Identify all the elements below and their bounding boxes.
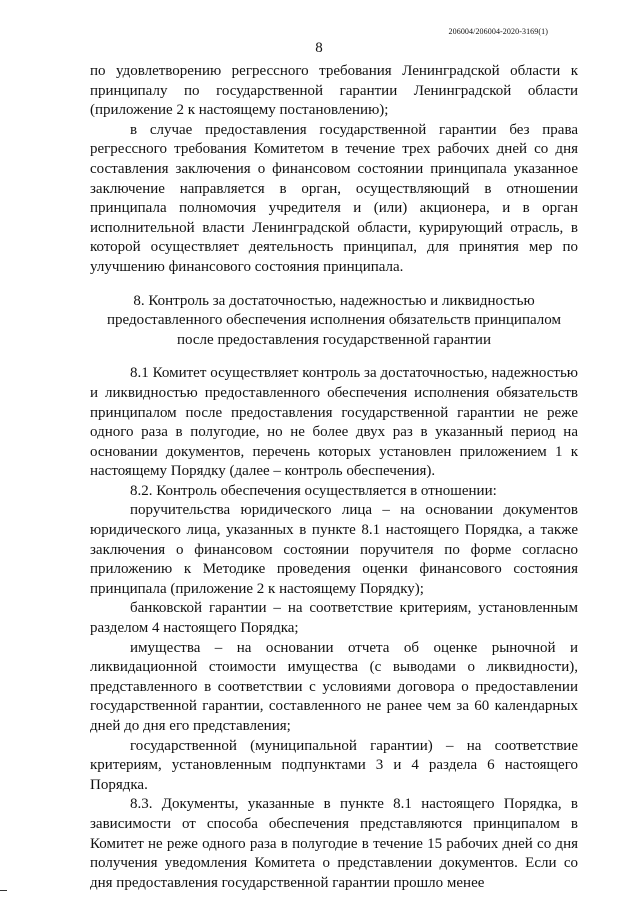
section-heading [90,292,578,351]
page-number: 8 [315,40,323,56]
paragraph-8-2: 8.2. Контроль обеспечения осуществляется в отношении: [130,482,497,499]
paragraph-8-1: 8.1 Комитет осуществляет контроль за достаточностью, надежностью и ликвидностью предоставленного обеспечения исполнения обязательств принципалом после предоставления государственной гарантии не реже одного раза в полугодие, но не более двух раз в указанный период на основании документов, перечень которых установлен приложением 1 к настоящему Порядку (далее – контроль обеспечения). [90,365,578,480]
section-heading-line: после предоставления государственной гарантии [177,331,491,348]
paragraph-surety: поручительства юридического лица – на основании документов юридического лица, указанных в пункте 8.1 настоящего Порядка, а также заключения о финансовом состоянии поручителя по форме согласно приложению к Методике проведения оценки финансового состояния принципала (приложение 2 к настоящему Порядку); [90,502,578,597]
section-heading-line: предоставленного обеспечения исполнения обязательств принципалом [107,312,561,329]
paragraph-without-regress: в случае предоставления государственной гарантии без права регрессного требования Комитетом в течение трех рабочих дней со дня составления заключения о финансовом состоянии принципала указанное заключение направляется в орган, осуществляющий в отношении принципала полномочия учредителя и (или) акционера, и в орган исполнительной власти Ленинградской области, курирующий отрасль, в которой осуществляет деятельность принципал, для принятия мер по улучшению финансового состояния принципала. [90,121,578,275]
paragraph-state-guarantee: государственной (муниципальной гарантии) – на соответствие критериям, установленным подпунктами 3 и 4 раздела 6 настоящего Порядка. [90,737,578,793]
paragraph-regress-continuation: по удовлетворению регрессного требования Ленинградской области к принципалу по государственной гарантии Ленинградской области (приложение 2 к настоящему постановлению); [90,63,578,119]
paragraph-property: имущества – на основании отчета об оценке рыночной и ликвидационной стоимости имущества (с выводами о ликвидности), представленного в соответствии с условиями договора о предоставлении государственной гарантии, составленного не ранее чем за 60 календарных дней до дня его представления; [90,639,578,734]
paragraph-bank-guarantee: банковской гарантии – на соответствие критериям, установленным разделом 4 настоящего Порядка; [90,600,578,637]
page-edge-mark [0,890,7,891]
paragraph-8-3: 8.3. Документы, указанные в пункте 8.1 настоящего Порядка, в зависимости от способа обеспечения представляются принципалом в Комитет не реже одного раза в полугодие в течение 15 рабочих дней со дня получения уведомления Комитета о представлении документов. Если со дня предоставления государственной гарантии прошло менее [90,796,578,891]
document-body [90,62,578,893]
section-heading-line: 8. Контроль за достаточностью, надежностью и ликвидностью [133,292,535,309]
document-id: 206004/206004-2020-3169(1) [448,27,548,36]
